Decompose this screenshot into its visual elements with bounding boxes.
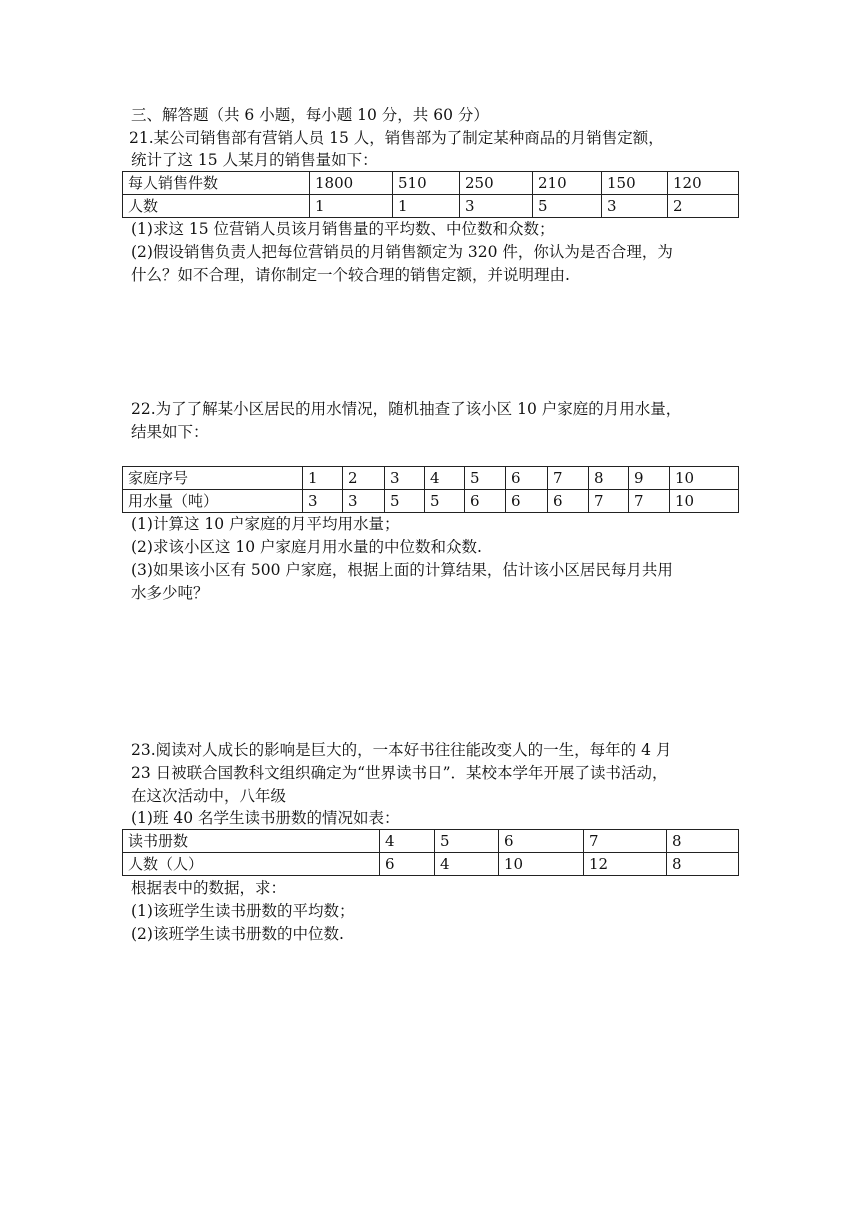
table-cell: 5	[425, 490, 465, 513]
table-cell: 10	[670, 467, 739, 490]
table-cell: 5	[385, 490, 425, 513]
q21-sales-table	[122, 171, 739, 218]
q21-part2-line2: 什么？如不合理，请你制定一个较合理的销售定额，并说明理由.	[131, 266, 570, 284]
table-cell: 5	[533, 195, 602, 218]
table-row	[123, 830, 739, 853]
table-cell: 2	[668, 195, 739, 218]
table-cell: 6	[380, 853, 435, 876]
table-cell: 150	[602, 172, 668, 195]
table-cell: 4	[425, 467, 465, 490]
table-cell: 5	[435, 830, 499, 853]
table-cell: 7	[629, 490, 670, 513]
table-cell: 510	[393, 172, 460, 195]
table-cell: 5	[465, 467, 506, 490]
section-heading: 三、解答题（共 6 小题，每小题 10 分，共 60 分）	[131, 106, 489, 124]
q22-part2: (2)求该小区这 10 户家庭月用水量的中位数和众数.	[131, 538, 482, 556]
q22-intro-line2: 结果如下：	[131, 423, 209, 441]
q21-part1: (1)求这 15 位营销人员该月销售量的平均数、中位数和众数；	[131, 220, 555, 238]
q22-part3-line2: 水多少吨？	[131, 584, 209, 602]
table-cell: 210	[533, 172, 602, 195]
q22-water-table	[122, 466, 739, 513]
table-cell: 2	[343, 467, 385, 490]
table-cell: 1	[303, 467, 343, 490]
table-cell: 10	[670, 490, 739, 513]
q23-intro-line2: 23 日被联合国教科文组织确定为“世界读书日”．某校本学年开展了读书活动，	[131, 764, 668, 782]
table-cell: 7	[584, 830, 667, 853]
table-cell: 3	[303, 490, 343, 513]
q21-intro-line2: 统计了这 15 人某月的销售量如下：	[131, 151, 378, 169]
table-cell: 每人销售件数	[123, 172, 310, 195]
table-row	[123, 467, 739, 490]
table-cell: 人数	[123, 195, 310, 218]
q22-intro-line1: 22.为了了解某小区居民的用水情况，随机抽查了该小区 10 户家庭的月用水量，	[131, 400, 682, 418]
table-cell: 1	[393, 195, 460, 218]
table-cell: 120	[668, 172, 739, 195]
q21-intro-line1: 21.某公司销售部有营销人员 15 人，销售部为了制定某种商品的月销售定额，	[129, 129, 664, 147]
q23-intro-line1: 23.阅读对人成长的影响是巨大的，一本好书往往能改变人的一生，每年的 4 月	[131, 741, 672, 759]
table-cell: 8	[667, 830, 739, 853]
q23-part1: (1)该班学生读书册数的平均数；	[131, 902, 355, 920]
table-cell: 4	[435, 853, 499, 876]
q23-intro-line4: (1)班 40 名学生读书册数的情况如表：	[131, 809, 400, 827]
q22-part1: (1)计算这 10 户家庭的月平均用水量；	[131, 515, 400, 533]
table-cell: 4	[380, 830, 435, 853]
table-cell: 250	[460, 172, 533, 195]
q23-reading-table	[122, 829, 739, 876]
table-cell: 9	[629, 467, 670, 490]
table-cell: 6	[506, 490, 548, 513]
table-cell: 1	[310, 195, 393, 218]
table-cell: 10	[499, 853, 584, 876]
table-cell: 7	[548, 467, 589, 490]
table-cell: 3	[460, 195, 533, 218]
q22-part3-line1: (3)如果该小区有 500 户家庭，根据上面的计算结果，估计该小区居民每月共用	[131, 561, 673, 579]
table-cell: 家庭序号	[123, 467, 303, 490]
q23-part2: (2)该班学生读书册数的中位数.	[131, 925, 344, 943]
table-cell: 3	[385, 467, 425, 490]
table-cell: 7	[589, 490, 629, 513]
table-cell: 6	[506, 467, 548, 490]
q23-prompt: 根据表中的数据，求：	[131, 879, 287, 897]
table-row	[123, 195, 739, 218]
table-cell: 8	[667, 853, 739, 876]
table-cell: 人数（人）	[123, 853, 380, 876]
table-cell: 1800	[310, 172, 393, 195]
table-row	[123, 853, 739, 876]
q23-intro-line3: 在这次活动中，八年级	[131, 787, 287, 805]
table-cell: 8	[589, 467, 629, 490]
table-row	[123, 172, 739, 195]
table-cell: 6	[465, 490, 506, 513]
table-cell: 6	[499, 830, 584, 853]
table-cell: 读书册数	[123, 830, 380, 853]
table-cell: 3	[343, 490, 385, 513]
q21-part2-line1: (2)假设销售负责人把每位营销员的月销售额定为 320 件，你认为是否合理，为	[131, 243, 673, 261]
table-cell: 6	[548, 490, 589, 513]
table-cell: 3	[602, 195, 668, 218]
table-row	[123, 490, 739, 513]
table-cell: 12	[584, 853, 667, 876]
table-cell: 用水量（吨）	[123, 490, 303, 513]
